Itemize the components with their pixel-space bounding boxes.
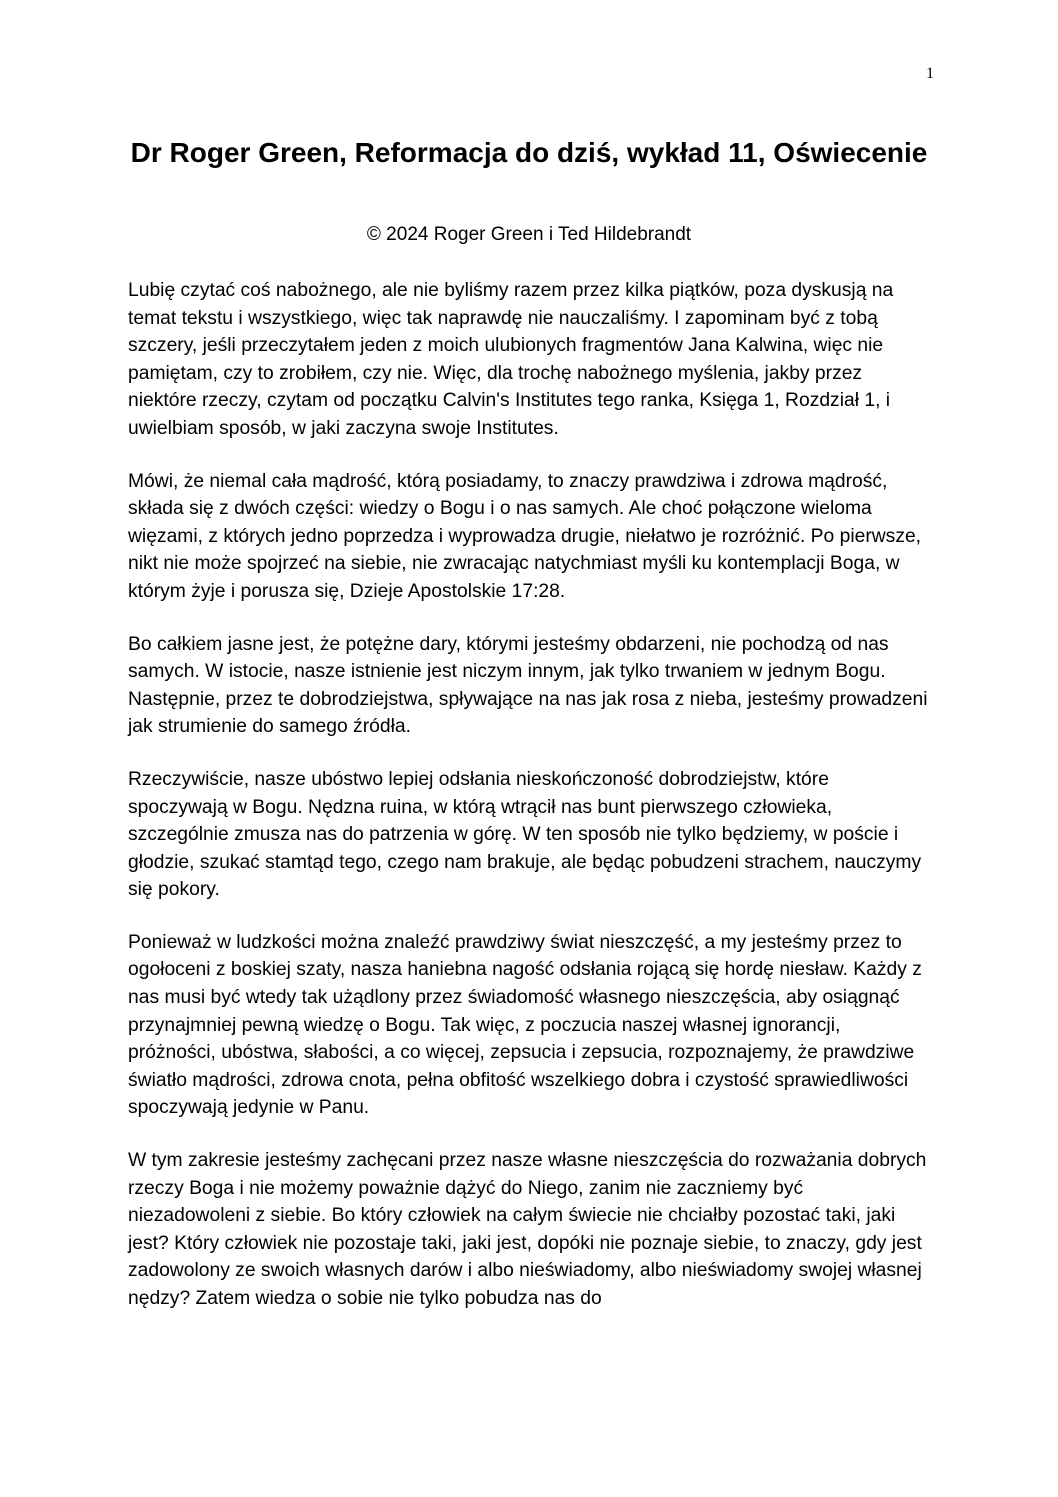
page-number: 1 (926, 65, 934, 82)
document-title: Dr Roger Green, Reformacja do dziś, wykład 11, Oświecenie (130, 137, 928, 168)
document-body (128, 277, 930, 1338)
paragraph: Rzeczywiście, nasze ubóstwo lepiej odsłania nieskończoność dobrodziejstw, które spoczywają w Bogu. Nędzna ruina, w którą wtrącił nas bunt pierwszego człowieka, szczególnie zmusza nas do patrzenia w górę. W ten sposób nie tylko będziemy, w poście i głodzie, szukać stamtąd tego, czego nam brakuje, ale będąc pobudzeni strachem, nauczymy się pokory. (128, 768, 922, 901)
paragraph: Mówi, że niemal cała mądrość, którą posiadamy, to znaczy prawdziwa i zdrowa mądrość, składa się z dwóch części: wiedzy o Bogu i o nas samych. Ale choć połączone wieloma więzami, z których jedno poprzedza i wyprowadza drugie, niełatwo je rozróżnić. Po pierwsze, nikt nie może spojrzeć na siebie, nie zwracając natychmiast myśli ku kontemplacji Boga, w którym żyje i porusza się, Dzieje Apostolskie 17:28. (128, 470, 922, 602)
paragraph: W tym zakresie jesteśmy zachęcani przez nasze własne nieszczęścia do rozważania dobrych rzeczy Boga i nie możemy poważnie dążyć do Niego, zanim nie zaczniemy być niezadowoleni z siebie. Bo który człowiek na całym świecie nie chciałby pozostać taki, jaki jest? Który człowiek nie pozostaje taki, jaki jest, dopóki nie poznaje siebie, to znaczy, gdy jest zadowolony ze swoich własnych darów i albo nieświadomy, albo nieświadomy swojej własnej nędzy? Zatem wiedza o sobie nie tylko pobudza nas do (128, 1150, 927, 1309)
paragraph: Bo całkiem jasne jest, że potężne dary, którymi jesteśmy obdarzeni, nie pochodzą od nas samych. W istocie, nasze istnienie jest niczym innym, jak tylko trwaniem w jednym Bogu. Następnie, przez te dobrodziejstwa, spływające na nas jak rosa z nieba, jesteśmy prowadzeni jak strumienie do samego źródła. (128, 633, 928, 738)
copyright-line: © 2024 Roger Green i Ted Hildebrandt (366, 224, 692, 245)
paragraph: Lubię czytać coś nabożnego, ale nie byliśmy razem przez kilka piątków, poza dyskusją na temat tekstu i wszystkiego, więc tak naprawdę nie nauczaliśmy. I zapominam być z tobą szczery, jeśli przeczytałem jeden z moich ulubionych fragmentów Jana Kalwina, więc nie pamiętam, czy to zrobiłem, czy nie. Więc, dla trochę nabożnego myślenia, jakby przez niektóre rzeczy, czytam od początku Calvin's Institutes tego ranka, Księga 1, Rozdział 1, i uwielbiam sposób, w jaki zaczyna swoje Institutes. (128, 280, 894, 439)
paragraph: Ponieważ w ludzkości można znaleźć prawdziwy świat nieszczęść, a my jesteśmy przez to ogołoceni z boskiej szaty, nasza haniebna nagość odsłania rojącą się hordę niesław. Każdy z nas musi być wtedy tak użądlony przez świadomość własnego nieszczęścia, aby osiągnąć przynajmniej pewną wiedzę o Bogu. Tak więc, z poczucia naszej własnej ignorancji, próżności, ubóstwa, słabości, a co więcej, zepsucia i zepsucia, rozpoznajemy, że prawdziwe światło mądrości, zdrowa cnota, pełna obfitość wszelkiego dobra i czystość sprawiedliwości spoczywają jedynie w Panu. (128, 931, 922, 1119)
